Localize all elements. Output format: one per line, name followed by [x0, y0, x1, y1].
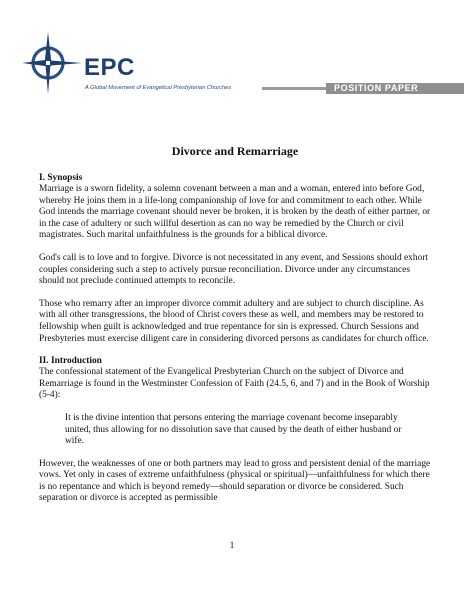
document-body: [39, 136, 431, 516]
brand-name: EPC: [84, 54, 135, 81]
brand-tagline: A Global Movement of Evangelical Presbyterian Churches: [85, 85, 232, 91]
introduction-paragraph-1: The confessional statement of the Evangelical Presbyterian Church on the subject of Divorce and Remarriage is found in the Westminster Confession of Faith (24.5, 6, and 7) and in the Book of Worship (5-4):: [39, 367, 430, 401]
header-rule: [262, 87, 326, 90]
introduction-paragraph-2: However, the weaknesses of one or both partners may lead to gross and persistent denial of the marriage vows. Yet only in cases of extreme unfaithfulness (physical or spiritual)—unfaithfulness for which there is no repentance and which is beyond remedy—should separation or divorce be considered. Such separation or divorce is accepted as permissible: [39, 458, 431, 504]
section-heading-introduction: II. Introduction: [39, 356, 102, 367]
section-heading-synopsis: I. Synopsis: [39, 173, 83, 183]
synopsis-paragraph-1: Marriage is a sworn fidelity, a solemn covenant between a man and a woman, entered into before God, whereby He joins them in a life-long companionship of love for and commitment to each other. While God intends the marriage covenant should never be broken, it is broken by the death of either partner, or in the case of adultery or such willful desertion as can no way be remedied by the Church or civil magistrates. Such marital unfaithfulness is the grounds for a biblical divorce.: [39, 184, 431, 241]
block-quote: It is the divine intention that persons entering the marriage covenant become inseparably united, thus allowing for no dissolution save that caused by the death of either husband or wife.: [65, 412, 402, 447]
doc-type-banner: [326, 83, 464, 94]
synopsis-paragraph-2: God's call is to love and to forgive. Divorce is not necessitated in any event, and Sessions should exhort couples considering such a step to actively pursue reconciliation. Divorce under any circumstances should not preclude continued attempts to reconcile.: [39, 252, 428, 287]
cross-compass-icon: [22, 32, 82, 94]
synopsis-paragraph-3: Those who remarry after an improper divorce commit adultery and are subject to church discipline. As with all other transgressions, the blood of Christ covers these as well, and members may be restored to fellowship when guilt is acknowledged and true repentance for sin is expressed. Church Sessions and Presbyteries must exercise diligent care in considering divorced persons as candidates for church office.: [39, 298, 429, 344]
doc-type-label: POSITION PAPER: [334, 83, 419, 93]
page-header: [0, 0, 464, 110]
page-number: 1: [229, 540, 235, 550]
document-title: Divorce and Remarriage: [171, 144, 299, 158]
